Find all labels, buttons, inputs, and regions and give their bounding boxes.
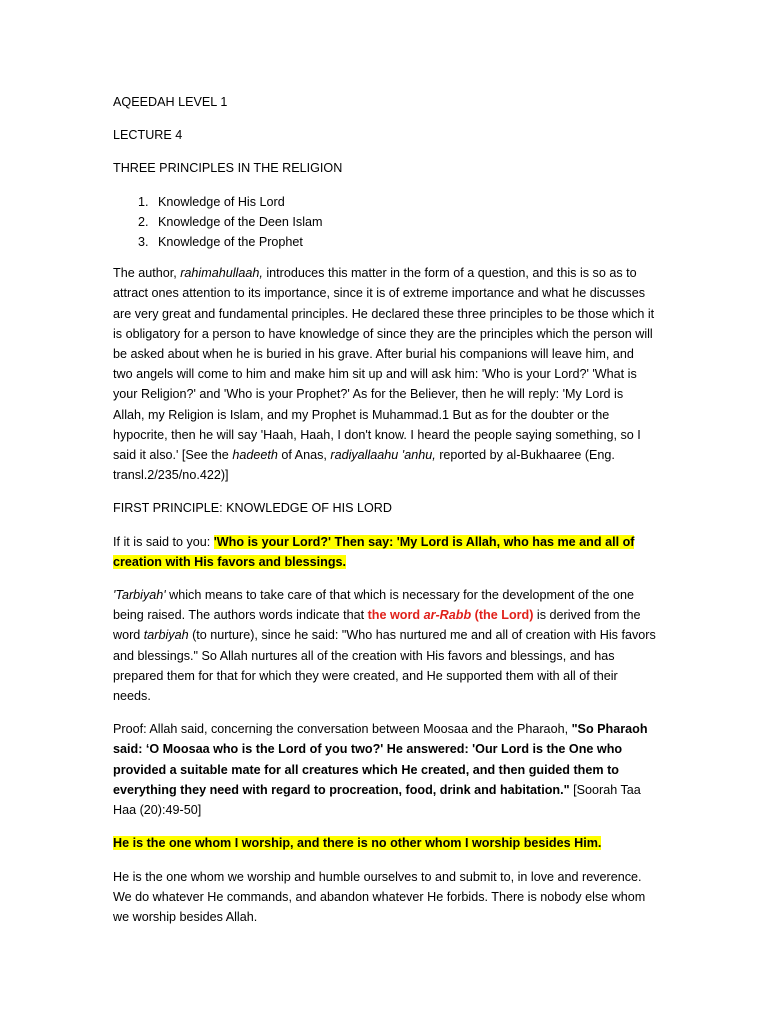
list-item <box>113 232 656 252</box>
worship-highlight-paragraph <box>113 833 656 853</box>
proof-paragraph <box>113 719 656 820</box>
question-paragraph <box>113 532 656 572</box>
text-run: is derived from the word <box>113 608 641 643</box>
list-number: 3. <box>138 235 149 250</box>
list-number: 2. <box>138 214 149 229</box>
section-heading: THREE PRINCIPLES IN THE RELIGION <box>113 161 343 176</box>
text-run: [Soorah Taa Haa (20):49-50] <box>113 782 641 818</box>
italic-run: radiyallaahu 'anhu, <box>330 448 436 463</box>
text-run: The author, <box>113 266 181 281</box>
list-text: Knowledge of the Deen Islam <box>158 214 323 229</box>
list-item <box>113 192 656 212</box>
text-run: (the Lord) <box>471 608 534 623</box>
list-text: Knowledge of His Lord <box>158 194 285 209</box>
text-run: Proof: Allah said, concerning the conversation between Moosaa and the Pharaoh, <box>113 722 572 737</box>
doc-title: AQEEDAH LEVEL 1 <box>113 95 228 109</box>
italic-run: hadeeth <box>232 448 278 463</box>
italic-run: tarbiyah <box>143 628 189 643</box>
worship-paragraph: He is the one whom we worship and humble ourselves to and submit to, in love and reverence. We do whatever He commands, and abandon whatever He forbids. There is nobody else whom we worship besides Allah. <box>113 869 646 924</box>
list-text: Knowledge of the Prophet <box>158 235 303 250</box>
text-run: If it is said to you: <box>113 534 214 549</box>
list-item <box>113 212 656 232</box>
text-run: the word <box>367 608 424 623</box>
principles-list <box>113 192 656 253</box>
italic-run: rahimahullaah, <box>180 266 263 281</box>
text-run: reported by al-Bukhaaree (Eng. transl.2/235/no.422)] <box>113 448 615 483</box>
text-run: which means to take care of that which is necessary for the development of the one being raised. The authors words indicate that <box>113 588 634 623</box>
italic-run: ar-Rabb <box>423 608 472 623</box>
highlighted-answer: 'Who is your Lord?' Then say: 'My Lord is Allah, who has me and all of creation with His favors and blessings. <box>113 534 635 569</box>
text-run: of Anas, <box>277 448 331 463</box>
red-emphasis <box>368 608 534 622</box>
italic-run: 'Tarbiyah' <box>113 588 166 603</box>
first-principle-heading: FIRST PRINCIPLE: KNOWLEDGE OF HIS LORD <box>113 501 392 516</box>
bold-quote: "So Pharaoh said: ‘O Moosaa who is the Lord of you two?' He answered: 'Our Lord is the One who provided a suitable mate for all creatures which He created, and then guided them to everything they need with regard to procreation, food, drink and habitation." <box>113 722 648 797</box>
list-number: 1. <box>138 194 149 209</box>
text-run: (to nurture), since he said: "Who has nurtured me and all of creation with His favors and blessings." So Allah nurtures all of the creation with His favors and blessings, and has prepared them for that for which they were created, and He supported them with all of their needs. <box>113 628 656 704</box>
highlighted-statement: He is the one whom I worship, and there is no other whom I worship besides Him. <box>113 836 602 851</box>
lecture-label: LECTURE 4 <box>113 128 183 143</box>
intro-paragraph <box>113 263 656 485</box>
tarbiyah-paragraph <box>113 585 656 706</box>
text-run: introduces this matter in the form of a question, and this is so as to attract ones attention to its importance, since it is of extreme importance and what he discusses are very great and fundamental principles. He declared these three principles to be those which it is obligatory for a person to have knowledge of since they are the principles which the person will be asked about when he is buried in his grave. After burial his companions will leave him, and two angels will come to him and make him sit up and will ask him: 'Who is your Lord?' 'What is your Religion?' and 'Who is your Prophet?' As for the Believer, then he will reply: 'My Lord is Allah, my Religion is Islam, and my Prophet is Muhammad.1 But as for the doubter or the hypocrite, then he will say 'Haah, Haah, I don't know. I heard the people saying something, so I said it also.' [See the <box>113 266 655 463</box>
